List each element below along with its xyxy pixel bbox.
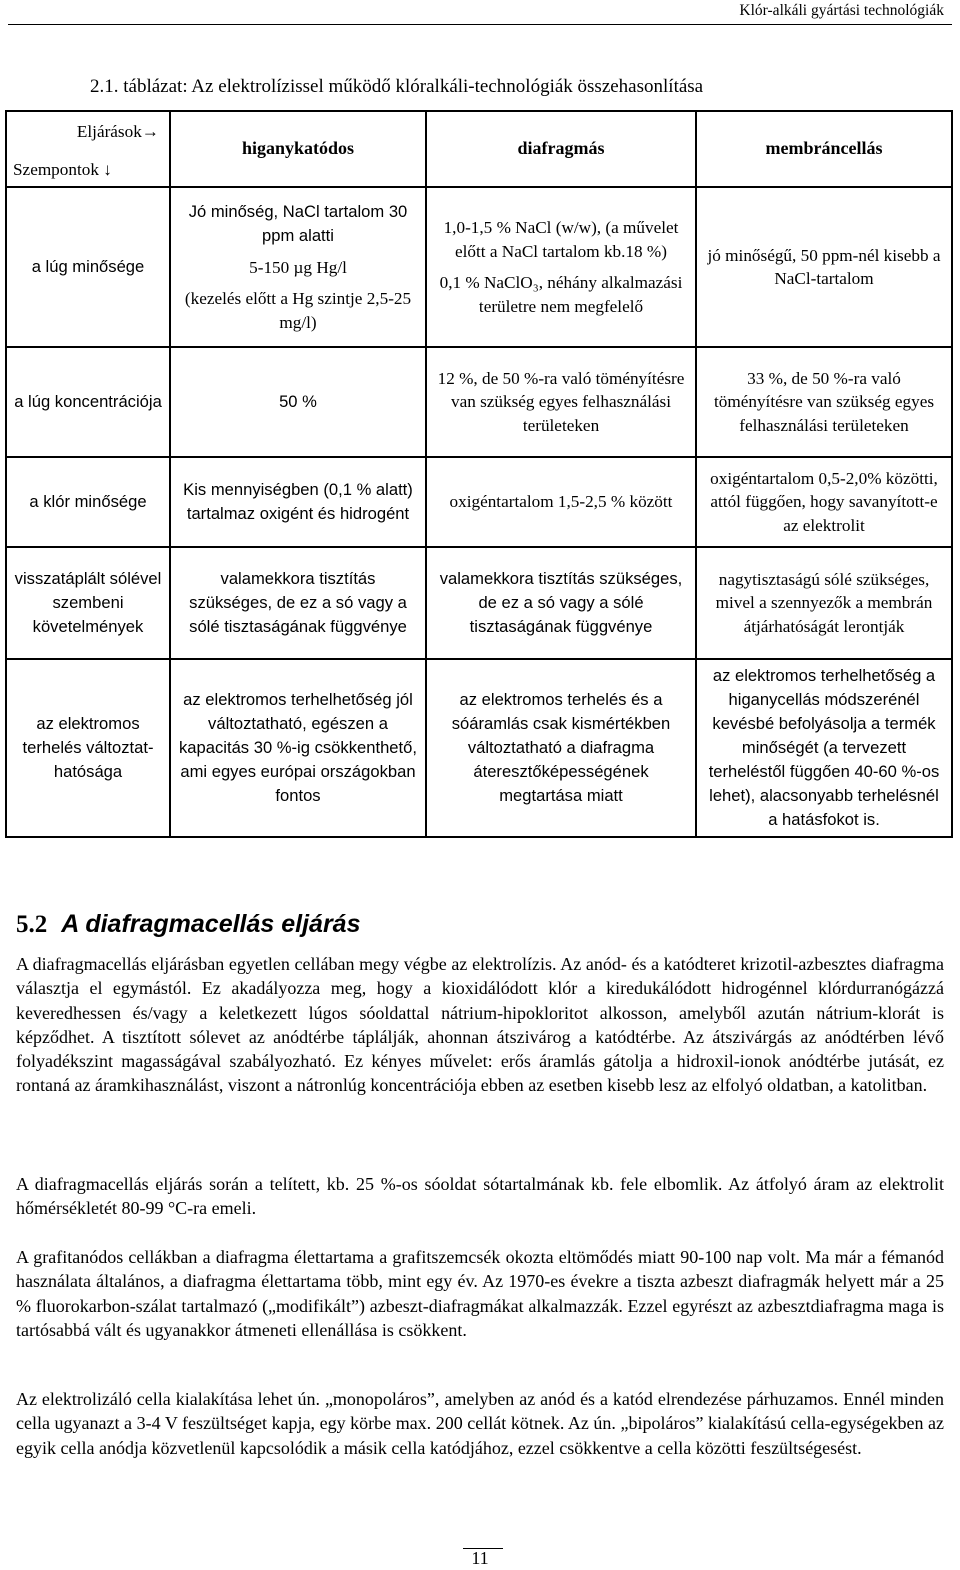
row-label: a lúg koncentrációja xyxy=(6,347,170,457)
cell-diaphragm: 12 %, de 50 %-ra való töményítésre van szükség egyes felhasználási területeken xyxy=(426,347,696,457)
cell-text: 1,0-1,5 % NaCl (w/w), (a művelet előtt a NaCl tartalom kb.18 %) xyxy=(443,218,679,261)
cell-mercury: valamekkora tisztítás szükséges, de ez a só vagy a sólé tisztaságának függvénye xyxy=(170,547,426,659)
row-label: a lúg minősége xyxy=(6,187,170,347)
section-number: 5.2 xyxy=(16,911,48,938)
cell-text: Jó minőség, NaCl tartalom 30 ppm alatti xyxy=(188,201,408,245)
cell-membrane: oxigéntartalom 0,5-2,0% közötti, attól függően, hogy savanyított-e az elektrolit xyxy=(696,457,952,547)
column-header-mercury: higanykatódos xyxy=(170,111,426,187)
cell-diaphragm: oxigéntartalom 1,5-2,5 % között xyxy=(426,457,696,547)
row-label: visszatáplált sólével szembeni követelmények xyxy=(6,547,170,659)
cell-diaphragm: az elektromos terhelés és a sóáramlás csak kismértékben változtatható a diafragma áteresztőképességének megtartása miatt xyxy=(426,659,696,837)
cell-text: 0,1 % NaClO₃, néhány alkalmazási területre nem megfelelő xyxy=(439,273,683,316)
cell-text: (kezelés előtt a Hg szintje 2,5-25 mg/l) xyxy=(184,289,412,332)
row-label: az elektromos terhelés változtat-hatósága xyxy=(6,659,170,837)
cell-diaphragm: valamekkora tisztítás szükséges, de ez a só vagy a sólé tisztaságának függvénye xyxy=(426,547,696,659)
header-rule xyxy=(8,24,952,25)
cell-mercury: 50 % xyxy=(170,347,426,457)
paragraph: A diafragmacellás eljárás során a telített, kb. 25 %-os sóoldat sótartalmának kb. fele elbomlik. Az átfolyó áram az elektrolit hőmérsékletét 80-99 °C-ra emeli. xyxy=(16,1174,944,1219)
column-header-membrane: membráncellás xyxy=(696,111,952,187)
comparison-table xyxy=(5,110,953,838)
paragraph: A diafragmacellás eljárásban egyetlen cellában megy végbe az elektrolízis. Az anód- és a katódteret krizotil-azbesztes diafragma választja el egymástól. Ez akadályozza meg, hogy a kioxidálódott klór a kiredukálódott hidrogénnel klórdurranógázzá keveredhessen és/vagy a keletkezett lúgos sóoldattal nátrium-hipokloritot alkosson, amelyből azután nátrium-klorát is képződhet. A tisztított sólevet az anódtérbe táplálják, ahonnan átszivárog a katódtérbe. Az átszivárgás az anódtérben lévő folyadékszint magasságával szabályozható. Ez kényes művelet: erős áramlás gátolja a hidroxil-ionok anódtérbe jutását, ez rontaná az áramkihasználást, viszont a nátronlúg koncentrációja ebben az esetben kisebb lesz az elfolyó oldatban, a katolitban. xyxy=(16,954,944,1096)
cell-mercury: Kis mennyiségben (0,1 % alatt) tartalmaz oxigént és hidrogént xyxy=(170,457,426,547)
section-title: A diafragmacellás eljárás xyxy=(61,910,361,938)
cell-membrane: nagytisztaságú sólé szükséges, mivel a szennyezők a membrán átjárhatóságát lerontják xyxy=(696,547,952,659)
cell-membrane: az elektromos terhelhetőség a higanycellás módszerénél kevésbé befolyásolja a termék minőségét (a tervezett terheléstől függően 40-60 %-os lehet), alacsonyabb terhelésnél a hatásfokot is. xyxy=(696,659,952,837)
running-header: Klór-alkáli gyártási technológiák xyxy=(739,2,944,19)
cell-text: 5-150 µg Hg/l xyxy=(249,257,347,277)
row-label: a klór minősége xyxy=(6,457,170,547)
table-row xyxy=(6,659,952,837)
table-row xyxy=(6,547,952,659)
cell-membrane: 33 %, de 50 %-ra való töményítésre van szükség egyes felhasználási területeken xyxy=(696,347,952,457)
corner-aspects-label: Szempontok ↓ xyxy=(13,160,112,179)
cell-membrane: jó minőségű, 50 ppm-nél kisebb a NaCl-tartalom xyxy=(696,187,952,347)
paragraph: Az elektrolizáló cella kialakítása lehet ún. „monopoláros”, amelyben az anód és a katód elrendezése párhuzamos. Ennél minden cella ugyanazt a 3-4 V feszültséget kapja, egy körbe max. 200 cellát kötnek. Az ún. „bipoláros” kialakítású cella-egységekben az egyik cella anódja közvetlenül kapcsolódik a másik cella katódjához, ezzel csökkentve a cella közötti feszültségesést. xyxy=(16,1389,944,1458)
cell-diaphragm xyxy=(426,187,696,347)
table-caption: 2.1. táblázat: Az elektrolízissel működő klóralkáli-technológiák összehasonlítása xyxy=(90,76,704,97)
column-header-diaphragm: diafragmás xyxy=(426,111,696,187)
cell-mercury xyxy=(170,187,426,347)
table-row xyxy=(6,187,952,347)
section-heading xyxy=(16,910,361,939)
table-row xyxy=(6,347,952,457)
table-corner-cell xyxy=(6,111,170,187)
paragraph: A grafitanódos cellákban a diafragma élettartama a grafitszemcsék okozta eltömődés miatt 90-100 nap volt. Ma már a fémanód használata általános, a diafragma élettartama több, mint egy év. Az 1970-es évekre a tiszta azbeszt diafragmák helyett már a 25 % fluorokarbon-szálat tartalmazó („modifikált”) azbeszt-diafragmákat alkalmazzák. Ezzel egyrészt az azbesztdiafragma maga is tartósabbá vált és ugyanakkor átmeneti ellenállása is csökkent. xyxy=(16,1247,944,1340)
page-number: 11 xyxy=(471,1548,489,1568)
corner-methods-label: Eljárások→ xyxy=(76,122,159,141)
table-row xyxy=(6,457,952,547)
cell-mercury: az elektromos terhelhetőség jól változtatható, egészen a kapacitás 30 %-ig csökkenthető, ami egyes európai országokban fontos xyxy=(170,659,426,837)
